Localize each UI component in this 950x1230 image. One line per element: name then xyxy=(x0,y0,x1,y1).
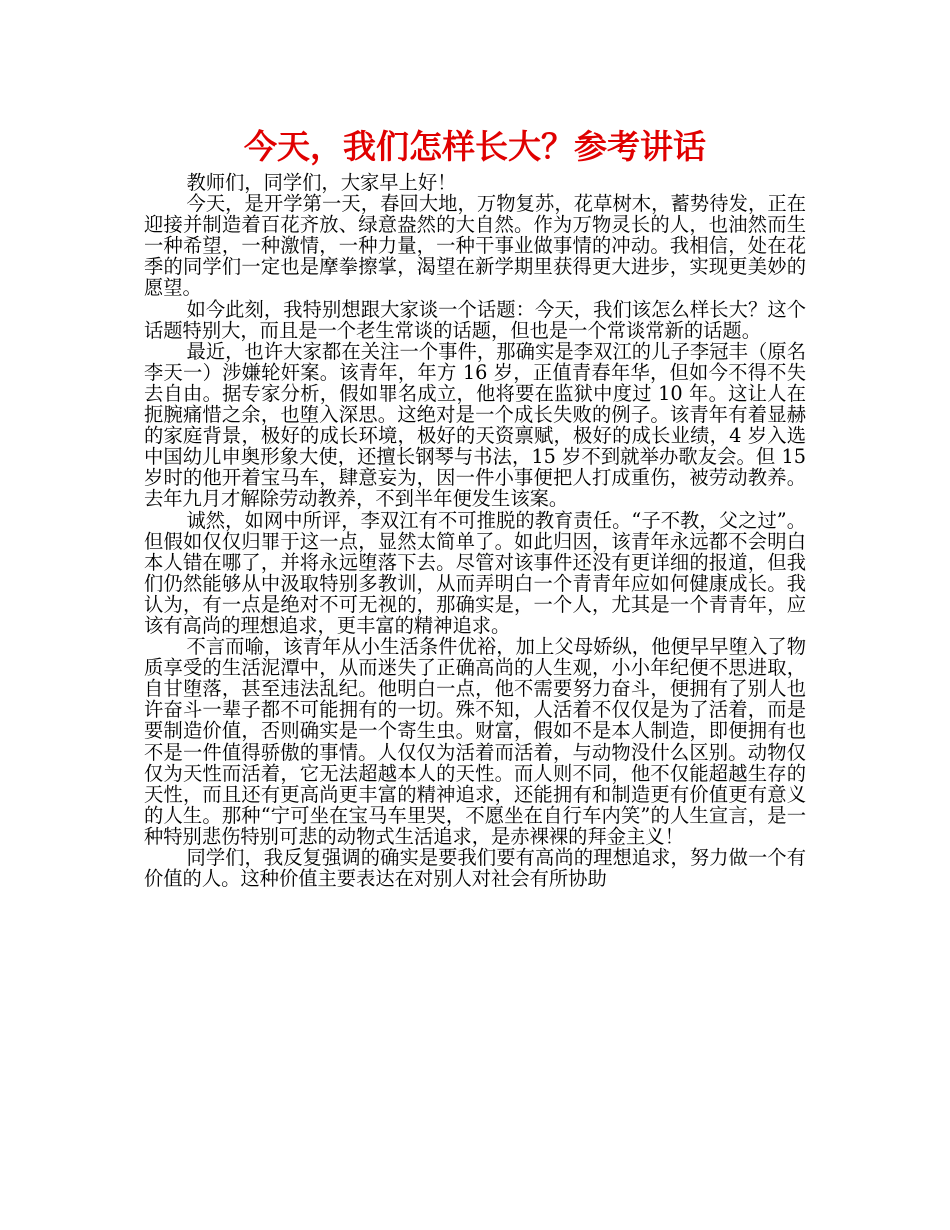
paragraph-recent-event: 最近，也许大家都在关注一个事件，那确实是李双江的儿子李冠丰（原名李天一）涉嫌轮奸案。该青年，年方 16 岁，正值青春年华，但如今不得不失去自由。据专家分析，假如罪名成立，他将要在监狱中度过 10 年。这让人在扼腕痛惜之余，也堕入深思。这绝对是一个成长失败的例子。该青年有着显赫的家庭背景，极好的成长环境，极好的天资禀赋，极好的成长业绩，4 岁入选中国幼儿申奥形象大使，还擅长钢琴与书法，15 岁不到就举办歌友会。但 15 岁时的他开着宝马车，肆意妄为，因一件小事便把人打成重伤，被劳动教养。去年九月才解除劳动教养，不到半年便发生该案。 xyxy=(144,339,806,511)
document-page xyxy=(144,122,806,889)
document-title: 今天，我们怎样长大？参考讲话 xyxy=(244,127,706,166)
paragraph-first-day: 今天，是开学第一天，春回大地，万物复苏，花草树木，蓄势待发，正在迎接并制造着百花齐放、绿意盎然的大自然。作为万物灵长的人，也油然而生一种希望，一种激情，一种力量，一种干事业做事情的冲动。我相信，处在花季的同学们一定也是摩拳擦掌，渴望在新学期里获得更大进步，实现更美妙的愿望。 xyxy=(144,192,806,300)
paragraph-responsibility: 诚然，如网中所评，李双江有不可推脱的教育责任。“子不教，父之过”。但假如仅仅归罪于这一点，显然太简单了。如此归因，该青年永远都不会明白本人错在哪了，并将永远堕落下去。尽管对该事件还没有更详细的报道，但我们仍然能够从中汲取特别多教训，从而弄明白一个青青年应如何健康成长。我认为，有一点是绝对不可无视的，那确实是，一个人，尤其是一个青青年，应该有高尚的理想追求，更丰富的精神追求。 xyxy=(144,508,806,637)
paragraph-conclusion: 同学们，我反复强调的确实是要我们要有高尚的理想追求，努力做一个有价值的人。这种价值主要表达在对别人对社会有所协助 xyxy=(144,846,806,891)
paragraph-topic: 如今此刻，我特别想跟大家谈一个话题：今天，我们该怎么样长大？这个话题特别大，而且是一个老生常谈的话题，但也是一个常谈常新的话题。 xyxy=(144,297,806,342)
paragraph-values: 不言而喻，该青年从小生活条件优裕，加上父母娇纵，他便早早堕入了物质享受的生活泥潭中，从而迷失了正确高尚的人生观，小小年纪便不思进取，自甘堕落，甚至违法乱纪。他明白一点，他不需要努力奋斗，便拥有了别人也许奋斗一辈子都不可能拥有的一切。殊不知，人活着不仅仅是为了活着，而是要制造价值，否则确实是一个寄生虫。财富，假如不是本人制造，即便拥有也不是一件值得骄傲的事情。人仅仅为活着而活着，与动物没什么区别。动物仅仅为天性而活着，它无法超越本人的天性。而人则不同，他不仅能超越生存的天性，而且还有更高尚更丰富的精神追求，还能拥有和制造更有价值更有意义的人生。那种“宁可坐在宝马车里哭，不愿坐在自行车内笑”的人生宣言，是一种特别悲伤特别可悲的动物式生活追求，是赤裸裸的拜金主义！ xyxy=(144,635,806,848)
paragraph-greeting: 教师们，同学们，大家早上好！ xyxy=(186,171,457,194)
